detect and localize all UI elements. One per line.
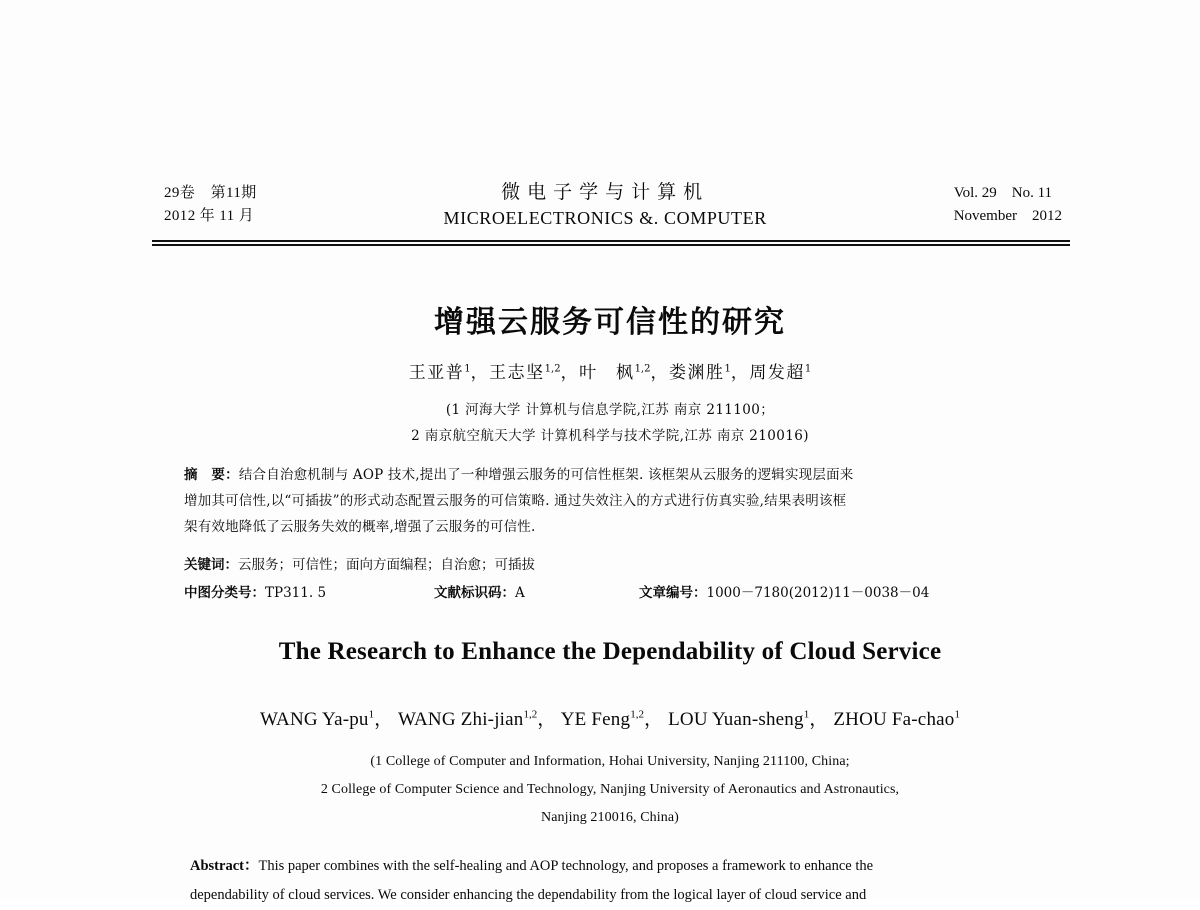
journal-title-en: MICROELECTRONICS &. COMPUTER: [443, 207, 767, 228]
abstract-cn-label: 摘 要：: [184, 467, 239, 483]
article-number: [639, 581, 1042, 601]
author-affiliation-marker: 1,2: [630, 708, 644, 721]
clc-value: TP311. 5: [265, 585, 327, 601]
author-affiliation-marker: 1,2: [544, 363, 561, 375]
document-code-label: 文献标识码：: [434, 585, 515, 601]
author-affiliation-marker: 1: [368, 708, 375, 721]
author-name: WANG Ya-pu: [260, 709, 369, 730]
author-name: ZHOU Fa-chao: [833, 709, 955, 730]
date-en: November 2012: [953, 208, 1062, 225]
abstract-en-line-2: dependability of cloud services. We consider enhancing the dependability from the logical layer of cloud service and: [190, 887, 867, 903]
affiliation-en-1: (1 College of Computer and Information, Hohai University, Nanjing 211100, China;: [370, 754, 850, 769]
affiliation-en-3: Nanjing 210016, China): [541, 810, 679, 825]
volume-issue-en: Vol. 29 No. 11: [953, 185, 1053, 201]
author-separator: ，: [537, 709, 561, 730]
author-name: 娄渊胜: [668, 363, 725, 383]
authors-cn: [150, 358, 1070, 383]
abstract-en-label: Abstract：: [190, 858, 259, 874]
volume-issue-cn: 29卷 第11期: [164, 185, 257, 201]
masthead: [150, 182, 1070, 230]
paper-title-en: The Research to Enhance the Dependability of Cloud Service: [278, 638, 942, 665]
author-affiliation-marker: 1,2: [523, 708, 538, 721]
author-affiliation-marker: 1,2: [634, 363, 651, 375]
abstract-cn-line-3: 架有效地降低了云服务失效的概率,增强了云服务的可信性.: [184, 519, 536, 535]
masthead-double-rule: [152, 240, 1070, 246]
abstract-cn: [184, 462, 1042, 540]
author-name: WANG Zhi-jian: [397, 709, 524, 730]
abstract-cn-line-2: 增加其可信性,以“可插拔”的形式动态配置云服务的可信策略. 通过失效注入的方式进行仿真实验,结果表明该框: [184, 493, 847, 509]
journal-title-cn: 微电子学与计算机: [501, 181, 710, 203]
abstract-en: [190, 852, 1042, 910]
author-affiliation-marker: 1: [803, 708, 810, 721]
author-name: LOU Yuan-sheng: [668, 709, 804, 730]
author-affiliation-marker: 1: [804, 363, 812, 375]
masthead-center: [257, 180, 954, 230]
abstract-cn-text-1: 结合自治愈机制与 AOP 技术,提出了一种增强云服务的可信性框架. 该框架从云服务的逻辑实现层面来: [238, 467, 854, 483]
author-affiliation-marker: 1: [954, 708, 960, 721]
author-name: 周发超: [749, 363, 805, 383]
clc-label: 中图分类号：: [184, 585, 265, 601]
clc-number: [184, 581, 434, 601]
classification-line: [184, 581, 1042, 601]
affiliation-cn-2: 2 南京航空航天大学 计算机科学与技术学院,江苏 南京 210016): [411, 428, 809, 444]
masthead-left: [150, 182, 257, 229]
author-affiliation-marker: 1: [724, 363, 731, 375]
author-separator: ，: [650, 363, 669, 383]
authors-en: [150, 704, 1070, 731]
author-name: YE Feng: [560, 709, 631, 730]
abstract-en-text-1: This paper combines with the self-healing and AOP technology, and proposes a framework to enhance the: [258, 858, 874, 874]
paper-title-cn: 增强云服务可信性的研究: [434, 305, 786, 340]
keywords-cn: [184, 553, 1042, 573]
journal-page: [150, 0, 1070, 903]
article-number-label: 文章编号：: [639, 585, 707, 601]
keywords-cn-label: 关键词：: [184, 557, 238, 573]
author-separator: ，: [374, 709, 398, 730]
author-separator: ，: [809, 709, 834, 730]
author-name: 叶 枫: [579, 363, 635, 383]
abstract-cn-line-1: [184, 462, 1042, 488]
abstract-en-line-1: [190, 852, 1042, 881]
author-separator: ，: [470, 363, 490, 383]
date-cn: 2012 年 11 月: [164, 208, 255, 225]
author-name: 王志坚: [489, 363, 545, 383]
author-separator: ，: [643, 709, 669, 730]
document-code: [434, 581, 639, 601]
author-separator: ，: [730, 363, 750, 383]
article-number-value: 1000－7180(2012)11－0038－04: [706, 585, 930, 601]
author-separator: ，: [560, 363, 580, 383]
keywords-cn-text: 云服务；可信性；面向方面编程；自治愈；可插拔: [238, 557, 535, 573]
affiliation-cn-1: (1 河海大学 计算机与信息学院,江苏 南京 211100；: [445, 402, 775, 418]
author-name: 王亚普: [408, 363, 465, 383]
masthead-right: [954, 182, 1070, 229]
document-code-value: A: [515, 585, 525, 601]
author-affiliation-marker: 1: [464, 363, 471, 375]
affiliation-en-2: 2 College of Computer Science and Technology, Nanjing University of Aeronautics and Astronautics,: [320, 782, 900, 797]
